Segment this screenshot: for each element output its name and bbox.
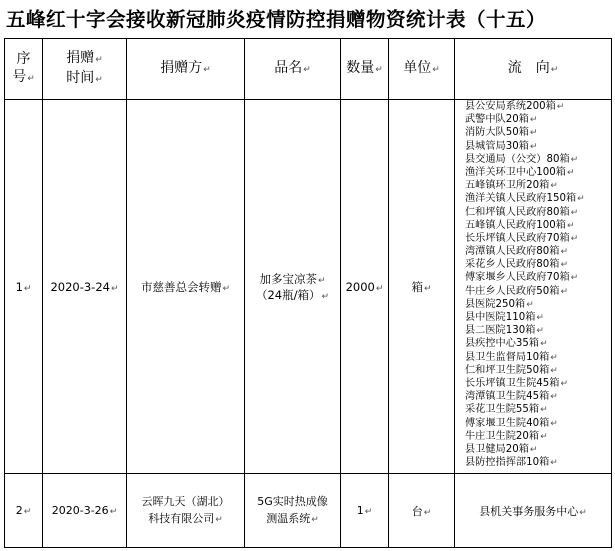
paragraph-mark: ↵ bbox=[550, 352, 558, 363]
paragraph-mark: ↵ bbox=[110, 283, 119, 294]
row-item: 加多宝凉茶↵ （24瓶/箱）↵ bbox=[245, 100, 341, 474]
paragraph-mark: ↵ bbox=[560, 260, 569, 271]
paragraph-mark: ↵ bbox=[303, 65, 311, 75]
flow-item: 县二医院130箱↵ bbox=[465, 325, 544, 337]
paragraph-mark: ↵ bbox=[95, 55, 103, 65]
header-qty: 数量↵ bbox=[341, 39, 389, 100]
flow-item: 县防控指挥部10箱↵ bbox=[465, 457, 558, 469]
paragraph-mark: ↵ bbox=[540, 405, 548, 416]
flow-item: 县公安局系统200箱↵ bbox=[465, 101, 565, 112]
row-date: 2020-3-24↵ bbox=[43, 100, 127, 474]
flow-item: 牛庄卫生院20箱↵ bbox=[465, 430, 548, 442]
paragraph-mark: ↵ bbox=[529, 141, 538, 152]
paragraph-mark: ↵ bbox=[432, 65, 440, 75]
flow-item: 五峰镇环卫所20箱↵ bbox=[465, 180, 558, 192]
paragraph-mark: ↵ bbox=[317, 275, 326, 286]
flow-item: 消防大队50箱↵ bbox=[465, 127, 538, 139]
paragraph-mark: ↵ bbox=[423, 507, 432, 518]
table-row bbox=[5, 474, 612, 548]
paragraph-mark: ↵ bbox=[364, 507, 373, 517]
paragraph-mark: ↵ bbox=[540, 431, 548, 442]
paragraph-mark: ↵ bbox=[577, 194, 585, 205]
paragraph-mark: ↵ bbox=[95, 75, 103, 85]
row-donor: 云晖九天（湖北） 科技有限公司↵ bbox=[127, 474, 245, 548]
row-flow: 县机关事务服务中心↵ bbox=[455, 474, 612, 548]
paragraph-mark: ↵ bbox=[570, 154, 579, 165]
paragraph-mark: ↵ bbox=[311, 514, 319, 525]
row-no: 2↵ bbox=[5, 474, 43, 548]
flow-item: 县卫生监督局10箱↵ bbox=[465, 351, 558, 363]
flow-item: 傅家堰卫生院40箱↵ bbox=[465, 417, 558, 429]
paragraph-mark: ↵ bbox=[215, 514, 223, 525]
paragraph-mark: ↵ bbox=[375, 283, 384, 294]
flow-item: 采花乡人民政府80箱↵ bbox=[465, 259, 569, 271]
row-donor: 市慈善总会转赠↵ bbox=[127, 100, 245, 474]
paragraph-mark: ↵ bbox=[529, 444, 538, 455]
paragraph-mark: ↵ bbox=[536, 313, 544, 323]
paragraph-mark: ↵ bbox=[550, 458, 558, 469]
row-qty: 2000↵ bbox=[341, 100, 389, 474]
flow-item: 采花卫生院55箱↵ bbox=[465, 404, 548, 416]
row-no: 1↵ bbox=[5, 100, 43, 474]
table-row bbox=[5, 100, 612, 474]
flow-item: 仁和坪卫生院50箱↵ bbox=[465, 364, 558, 376]
paragraph-mark: ↵ bbox=[570, 233, 579, 244]
paragraph-mark: ↵ bbox=[27, 74, 35, 84]
flow-item: 县疾控中心35箱↵ bbox=[465, 338, 548, 350]
flow-item: 长乐坪镇卫生院45箱↵ bbox=[465, 377, 569, 389]
paragraph-mark: ↵ bbox=[556, 102, 565, 112]
paragraph-mark: ↵ bbox=[222, 283, 231, 294]
donation-table bbox=[4, 38, 612, 548]
paragraph-mark: ↵ bbox=[550, 181, 558, 192]
row-unit: 台↵ bbox=[389, 474, 455, 548]
row-qty: 1↵ bbox=[341, 474, 389, 548]
flow-item: 渔洋关镇人民政府150箱↵ bbox=[465, 193, 585, 205]
paragraph-mark: ↵ bbox=[550, 65, 559, 75]
header-flow: 流 向↵ bbox=[455, 39, 612, 100]
row-flow-list bbox=[455, 100, 612, 474]
flow-item: 湾潭镇卫生院45箱↵ bbox=[465, 391, 558, 403]
paragraph-mark: ↵ bbox=[566, 220, 575, 231]
paragraph-mark: ↵ bbox=[570, 207, 579, 218]
flow-item: 县卫健局20箱↵ bbox=[465, 443, 538, 455]
header-row bbox=[5, 39, 612, 100]
header-unit: 单位↵ bbox=[389, 39, 455, 100]
paragraph-mark: ↵ bbox=[375, 65, 383, 75]
paragraph-mark: ↵ bbox=[550, 418, 558, 429]
flow-item: 县交通局（公交）80箱↵ bbox=[465, 153, 579, 165]
paragraph-mark: ↵ bbox=[529, 115, 538, 126]
header-donor: 捐赠方↵ bbox=[127, 39, 245, 100]
flow-item: 县中医院110箱↵ bbox=[465, 312, 544, 323]
header-date: 捐赠↵ 时间↵ bbox=[43, 39, 127, 100]
paragraph-mark: ↵ bbox=[529, 128, 538, 139]
flow-item: 仁和坪镇人民政府80箱↵ bbox=[465, 206, 579, 218]
flow-item: 县医院250箱↵ bbox=[465, 298, 534, 310]
paragraph-mark: ↵ bbox=[579, 507, 587, 518]
paragraph-mark: ↵ bbox=[23, 283, 32, 294]
header-item: 品名↵ bbox=[245, 39, 341, 100]
paragraph-mark: ↵ bbox=[550, 365, 558, 376]
paragraph-mark: ↵ bbox=[203, 65, 211, 75]
paragraph-mark: ↵ bbox=[560, 247, 569, 258]
paragraph-mark: ↵ bbox=[23, 507, 32, 517]
flow-item: 傅家堰乡人民政府70箱↵ bbox=[465, 272, 579, 284]
row-unit: 箱↵ bbox=[389, 100, 455, 474]
flow-item: 长乐坪镇人民政府70箱↵ bbox=[465, 232, 579, 244]
paragraph-mark: ↵ bbox=[536, 326, 544, 337]
flow-item: 牛庄乡人民政府50箱↵ bbox=[465, 285, 569, 297]
row-item: 5G实时热成像 测温系统↵ bbox=[245, 474, 341, 548]
paragraph-mark: ↵ bbox=[423, 283, 432, 294]
paragraph-mark: ↵ bbox=[560, 378, 569, 389]
paragraph-mark: ↵ bbox=[550, 392, 558, 403]
flow-item: 县城管局30箱↵ bbox=[465, 140, 538, 152]
paragraph-mark: ↵ bbox=[526, 299, 534, 310]
paragraph-mark: ↵ bbox=[570, 273, 579, 284]
page-title: 五峰红十字会接收新冠肺炎疫情防控捐赠物资统计表（十五） bbox=[6, 8, 547, 31]
flow-item: 渔洋关环卫中心100箱↵ bbox=[465, 166, 575, 178]
header-no: 序 号↵ bbox=[5, 39, 43, 100]
flow-item: 武警中队20箱↵ bbox=[465, 114, 538, 126]
row-date: 2020-3-26↵ bbox=[43, 474, 127, 548]
paragraph-mark: ↵ bbox=[566, 167, 575, 178]
paragraph-mark: ↵ bbox=[109, 507, 118, 517]
flow-item: 湾潭镇人民政府80箱↵ bbox=[465, 246, 569, 258]
flow-item: 五峰镇人民政府100箱↵ bbox=[465, 219, 575, 231]
paragraph-mark: ↵ bbox=[540, 339, 548, 350]
paragraph-mark: ↵ bbox=[321, 291, 330, 302]
paragraph-mark: ↵ bbox=[560, 286, 569, 297]
